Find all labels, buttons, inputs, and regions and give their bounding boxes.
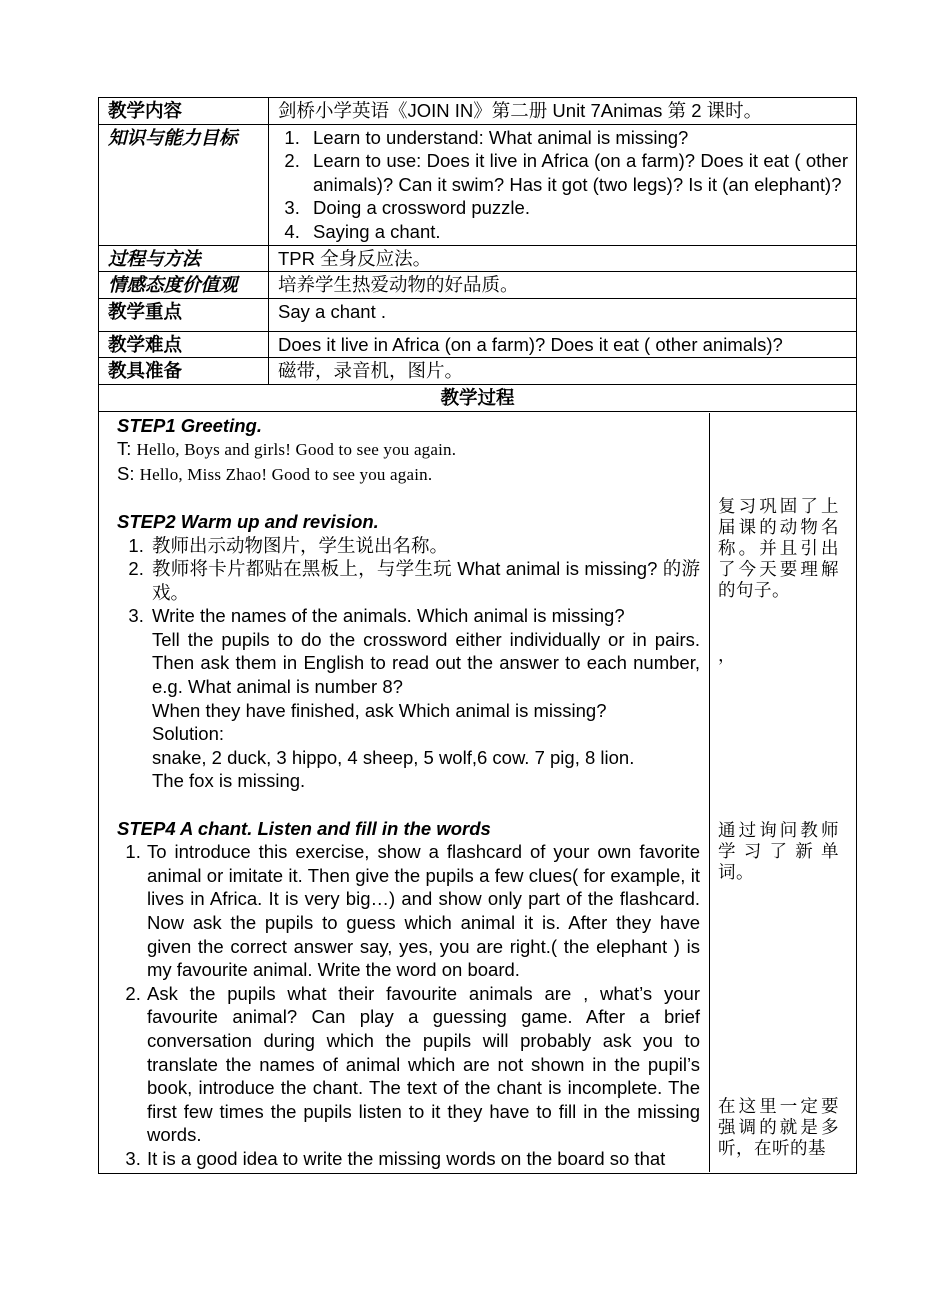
note-new-words: 通过询问教师学习了新单词。 [718, 819, 839, 882]
teacher-line [117, 437, 700, 462]
goals-label: 知识与能力目标 [99, 124, 269, 245]
step2-item: 2. 教师将卡片都贴在黑板上，与学生玩 What animal is missing? 的游戏。 [149, 557, 700, 604]
note-listening: 在这里一定要强调的就是多听，在听的基 [718, 1095, 839, 1158]
step2-item3-line: When they have finished, ask Which animal is missing? [152, 699, 607, 721]
note-review: 复习巩固了上届课的动物名称。并且引出了今天要理解的句子。 [718, 495, 839, 600]
goal-item: 1. Learn to understand: What animal is missing? [305, 126, 848, 150]
step1-title: STEP1 Greeting. [117, 414, 262, 436]
goal-item: 3. Doing a crossword puzzle. [305, 196, 848, 220]
step4-item: 3. It is a good idea to write the missing words on the board so that [146, 1147, 700, 1171]
row-difficulty [99, 331, 857, 358]
row-content [99, 98, 857, 125]
row-method [99, 245, 857, 272]
s-text: Hello, Miss Zhao! Good to see you again. [139, 464, 433, 484]
row-values [99, 272, 857, 299]
lesson-plan [98, 97, 856, 1174]
step2-list [117, 534, 700, 794]
difficulty-value: Does it live in Africa (on a farm)? Does it eat ( other animals)? [269, 331, 857, 358]
step2-item3-line: 3. Write the names of the animals. Which animal is missing? [152, 605, 625, 627]
lesson-plan-table [98, 97, 857, 1174]
method-label: 过程与方法 [99, 245, 269, 272]
content-label: 教学内容 [99, 98, 269, 125]
step2-item3-line: The fox is missing. [152, 770, 306, 792]
process-title: 教学过程 [99, 384, 857, 411]
row-materials [99, 358, 857, 385]
step2-item: 1. 教师出示动物图片，学生说出名称。 [149, 534, 700, 558]
step4-item: 1. To introduce this exercise, show a flashcard of your own favorite animal or imitate it. Then give the pupils a few clues( for example, it lives in Africa. It is very big…) and show only part of the flashcard. Now ask the pupils to guess which animal it is. After they have given the correct answer say, yes, you are right.( the elephant ) is my favourite animal. Write the word on board. [146, 840, 700, 982]
s-label: S: [117, 462, 135, 484]
row-key [99, 298, 857, 331]
goal-item: 2. Learn to use: Does it live in Africa (on a farm)? Does it eat ( other animals)? Can it swim? Has it got (two legs)? Is it (an elephant)? [305, 149, 848, 196]
goal-item: 4. Saying a chant. [305, 220, 848, 244]
process-table [108, 413, 847, 1172]
row-goals [99, 124, 857, 245]
row-process [99, 411, 857, 1173]
step4-item: 2. Ask the pupils what their favourite animals are , what’s your favourite animal? Can play a guessing game. After a brief conversation during which the pupils will probably ask you to translate the names of animal which are not shown in the pupil’s book, introduce the chant. The text of the chant is incomplete. The first few times the pupils listen to it they have to fill in the missing words. [146, 982, 700, 1147]
note-mark: ， [718, 644, 736, 665]
goals-list [269, 126, 848, 244]
step4-list [117, 840, 700, 1170]
step2-item3-line: Solution: [152, 723, 224, 745]
values-value: 培养学生热爱动物的好品质。 [269, 272, 857, 299]
key-value: Say a chant . [269, 298, 857, 331]
content-value: 剑桥小学英语《JOIN IN》第二册 Unit 7Animas 第 2 课时。 [269, 98, 857, 125]
materials-label: 教具准备 [99, 358, 269, 385]
step4-title: STEP4 A chant. Listen and fill in the words [117, 817, 491, 839]
t-label: T: [117, 438, 132, 460]
process-notes [710, 413, 848, 1172]
step2-item [149, 604, 700, 793]
row-process-title [99, 384, 857, 411]
materials-value: 磁带，录音机，图片。 [269, 358, 857, 385]
key-label: 教学重点 [99, 298, 269, 331]
step2-item3-line: snake, 2 duck, 3 hippo, 4 sheep, 5 wolf,6 cow. 7 pig, 8 lion. [152, 746, 635, 768]
t-text: Hello, Boys and girls! Good to see you again. [136, 440, 457, 460]
step2-title: STEP2 Warm up and revision. [117, 510, 379, 532]
method-value: TPR 全身反应法。 [269, 245, 857, 272]
difficulty-label: 教学难点 [99, 331, 269, 358]
process-main [108, 413, 710, 1172]
student-line [117, 462, 700, 487]
step2-item3-line: Tell the pupils to do the crossword either individually or in pairs. Then ask them in English to read out the answer to each number, e.g. What animal is number 8? [152, 628, 700, 698]
values-label: 情感态度价值观 [99, 272, 269, 299]
